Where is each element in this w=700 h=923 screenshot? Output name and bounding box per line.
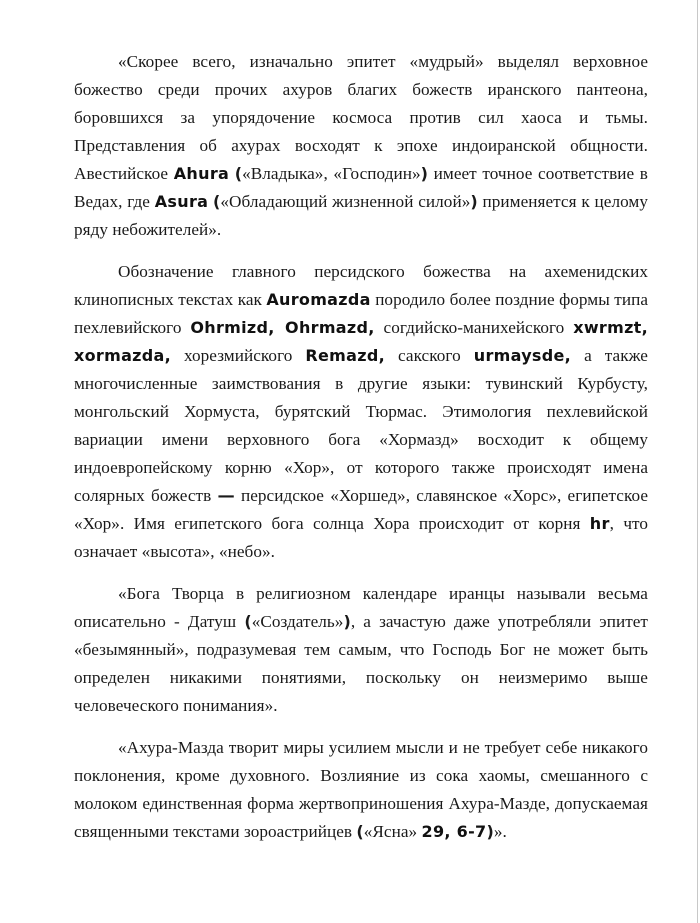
parenthesis: ( — [356, 822, 364, 841]
text-run: применяется к целому ряду небожителей». — [74, 192, 648, 239]
text-run: персидское «Хоршед», славянское «Хорс», египетское «Хор». Имя египетского бога солнца Хора происходит от корня — [74, 486, 648, 533]
text-run: «Скорее всего, изначально эпитет «мудрый» выделял верховное божество среди прочих ахуров благих божеств иранского пантеона, боровшихся за упорядочение космоса против сил хаоса и тьмы. Представления об ахурах восходят к эпохе индоиранской общности. Авестийское — [74, 52, 648, 183]
paragraph-haoma-libation — [74, 734, 648, 846]
parenthesis: ) — [470, 192, 478, 211]
text-run: «Ахура-Мазда творит миры усилием мысли и не требует себе никакого поклонения, кроме духовного. Возлияние из сока хаомы, смешанного с молоком единственная форма жертвоприношения Ахура-Мазде, допускаемая священными текстами зороастрийцев — [74, 738, 648, 841]
transliterated-term: xwrmzt, xormazda, — [74, 318, 649, 365]
text-run: , а зачастую даже употребляли эпитет «безымянный», подразумевая тем самым, что Господь Бог не может быть определен никакими понятиями, поскольку он неизмеримо выше человеческого понимания». — [74, 612, 648, 715]
paragraph-ahura-origin — [74, 48, 648, 244]
text-run: а также многочисленные заимствования в другие языки: тувинский Курбусту, монгольский Хормуста, бурятский Тюрмас. Этимология пехлевийской вариации имени верховного бога «Хормазд» восходит к общему индоевропейскому корню «Хор», от которого также происходят имена солярных божеств — [74, 346, 648, 505]
page-edge-divider — [697, 0, 698, 923]
document-body — [74, 48, 648, 860]
text-run: «Владыка», «Господин» — [242, 164, 421, 183]
parenthesis: ( — [244, 612, 252, 631]
text-run: «Бога Творца в религиозном календаре иранцы называли весьма описательно - Датуш — [74, 584, 648, 631]
parenthesis: ( — [213, 192, 221, 211]
text-run: имеет точное соответствие в Ведах, где — [74, 164, 648, 211]
text-run: породило более поздние формы типа пехлевийского — [74, 290, 648, 337]
text-run: «Ясна» — [363, 822, 422, 841]
transliterated-term: Ohrmizd, Ohrmazd, — [190, 318, 375, 337]
paragraph-creator-god — [74, 580, 648, 720]
transliterated-term: Ahura — [173, 164, 230, 183]
text-run: согдийско-манихейского — [374, 318, 574, 337]
parenthesis: ) — [486, 822, 494, 841]
paragraph-name-etymology — [74, 258, 648, 566]
text-run: сакского — [385, 346, 474, 365]
text-run: Обозначение главного персидского божества на ахеменидских клинописных текстах как — [74, 262, 648, 309]
transliterated-term: Asura — [154, 192, 209, 211]
parenthesis: ( — [234, 164, 243, 183]
parenthesis: ) — [343, 612, 351, 631]
transliterated-term: Remazd, — [305, 346, 385, 365]
text-run: ». — [493, 822, 507, 841]
transliterated-term: Auromazda — [266, 290, 371, 309]
text-run: хорезмийского — [171, 346, 306, 365]
parenthesis: ) — [420, 164, 429, 183]
transliterated-term: urmaysde, — [473, 346, 572, 365]
text-run: «Создатель» — [251, 612, 344, 631]
text-run: , что означает «высота», «небо». — [74, 514, 648, 561]
transliterated-term: hr — [589, 514, 610, 533]
em-dash: — — [217, 486, 235, 506]
transliterated-term: 29, 6-7 — [421, 822, 487, 841]
text-run: «Обладающий жизненной силой» — [220, 192, 471, 211]
